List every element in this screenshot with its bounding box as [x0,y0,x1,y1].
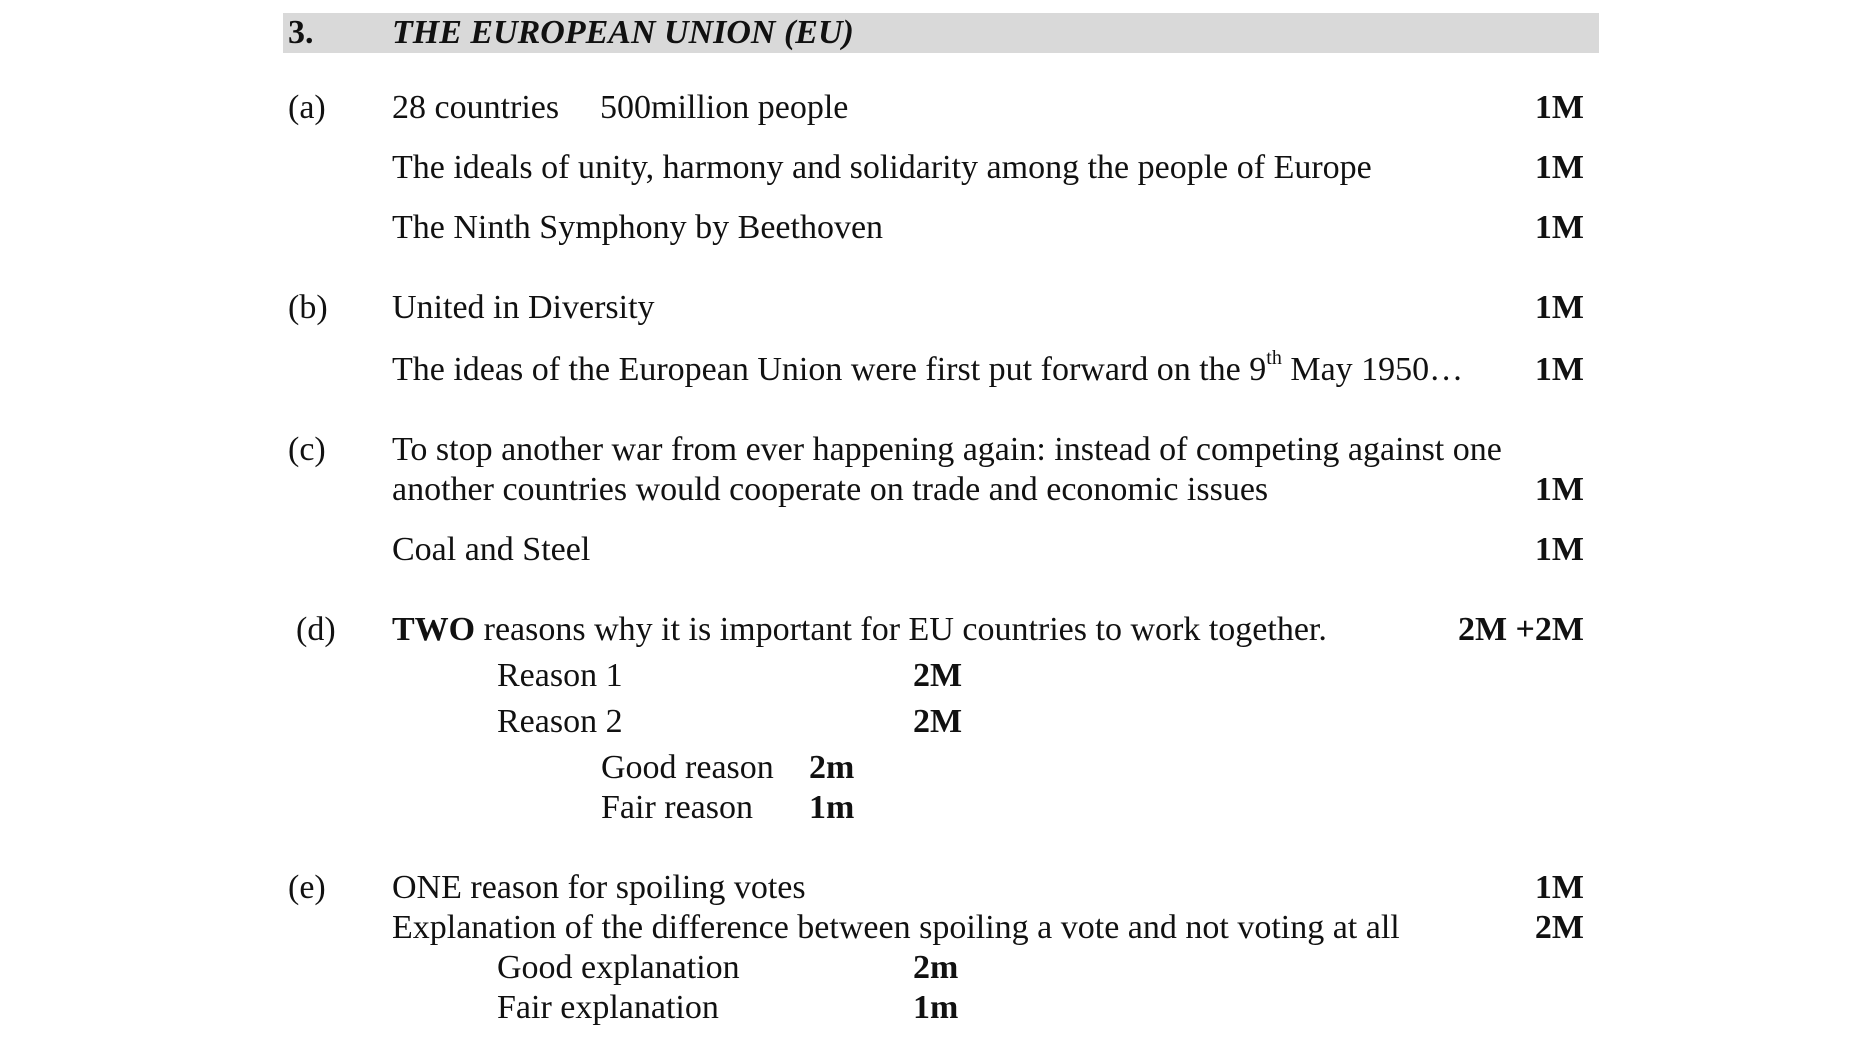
part-d-reason1: Reason 1 [497,657,623,694]
part-e-line2: Explanation of the difference between spoiling a vote and not voting at all [392,909,1400,946]
part-e-good-explanation: Good explanation [497,949,740,986]
part-e-label: (e) [288,869,326,906]
part-d-label: (d) [296,611,336,648]
part-a-mark3: 1M [1534,209,1584,246]
part-b-line2-before: The ideas of the European Union were first put forward on the 9 [392,351,1267,388]
part-d-reason2: Reason 2 [497,703,623,740]
section-title: THE EUROPEAN UNION (EU) [392,14,854,51]
part-b-line2-sup: th [1266,346,1282,369]
part-a-line3: The Ninth Symphony by Beethoven [392,209,884,246]
part-d-reason1-mark: 2M [913,657,963,694]
part-b-line2-after: May 1950… [1281,351,1464,388]
part-b-line2 [392,346,1464,390]
part-d-reason2-mark: 2M [913,703,963,740]
part-a-mark1: 1M [1534,89,1584,126]
part-d-good-mark: 2m [809,749,855,786]
part-e-good-mark: 2m [913,949,959,986]
part-e-fair-mark: 1m [913,989,959,1026]
section-number: 3. [288,14,314,51]
part-a-line2: The ideals of unity, harmony and solidarity among the people of Europe [392,149,1372,186]
part-c-label: (c) [288,431,326,468]
part-c-line1a: To stop another war from ever happening again: instead of competing against one [392,431,1502,468]
part-e-mark2: 2M [1534,909,1584,946]
part-c-mark1: 1M [1534,471,1584,508]
part-d-good-reason: Good reason [601,749,774,786]
part-b-label: (b) [288,289,328,326]
part-d-fair-mark: 1m [809,789,855,826]
part-c-line1b: another countries would cooperate on trade and economic issues [392,471,1269,508]
part-a-line1-countries: 28 countries [392,89,560,126]
part-e-mark1: 1M [1534,869,1584,906]
part-d-intro-bold: TWO [392,611,476,648]
part-d-mark: 2M +2M [1457,611,1584,648]
part-b-mark2: 1M [1534,351,1584,388]
part-d-intro [392,610,1327,650]
part-d-intro-rest: reasons why it is important for EU countries to work together. [475,611,1327,648]
part-b-mark1: 1M [1534,289,1584,326]
part-c-mark2: 1M [1534,531,1584,568]
part-b-line1: United in Diversity [392,289,655,326]
part-a-line1-people: 500million people [600,89,849,126]
part-a-mark2: 1M [1534,149,1584,186]
part-e-line1: ONE reason for spoiling votes [392,869,806,906]
part-d-fair-reason: Fair reason [601,789,754,826]
part-e-fair-explanation: Fair explanation [497,989,719,1026]
part-c-line2: Coal and Steel [392,531,591,568]
part-a-label: (a) [288,89,326,126]
